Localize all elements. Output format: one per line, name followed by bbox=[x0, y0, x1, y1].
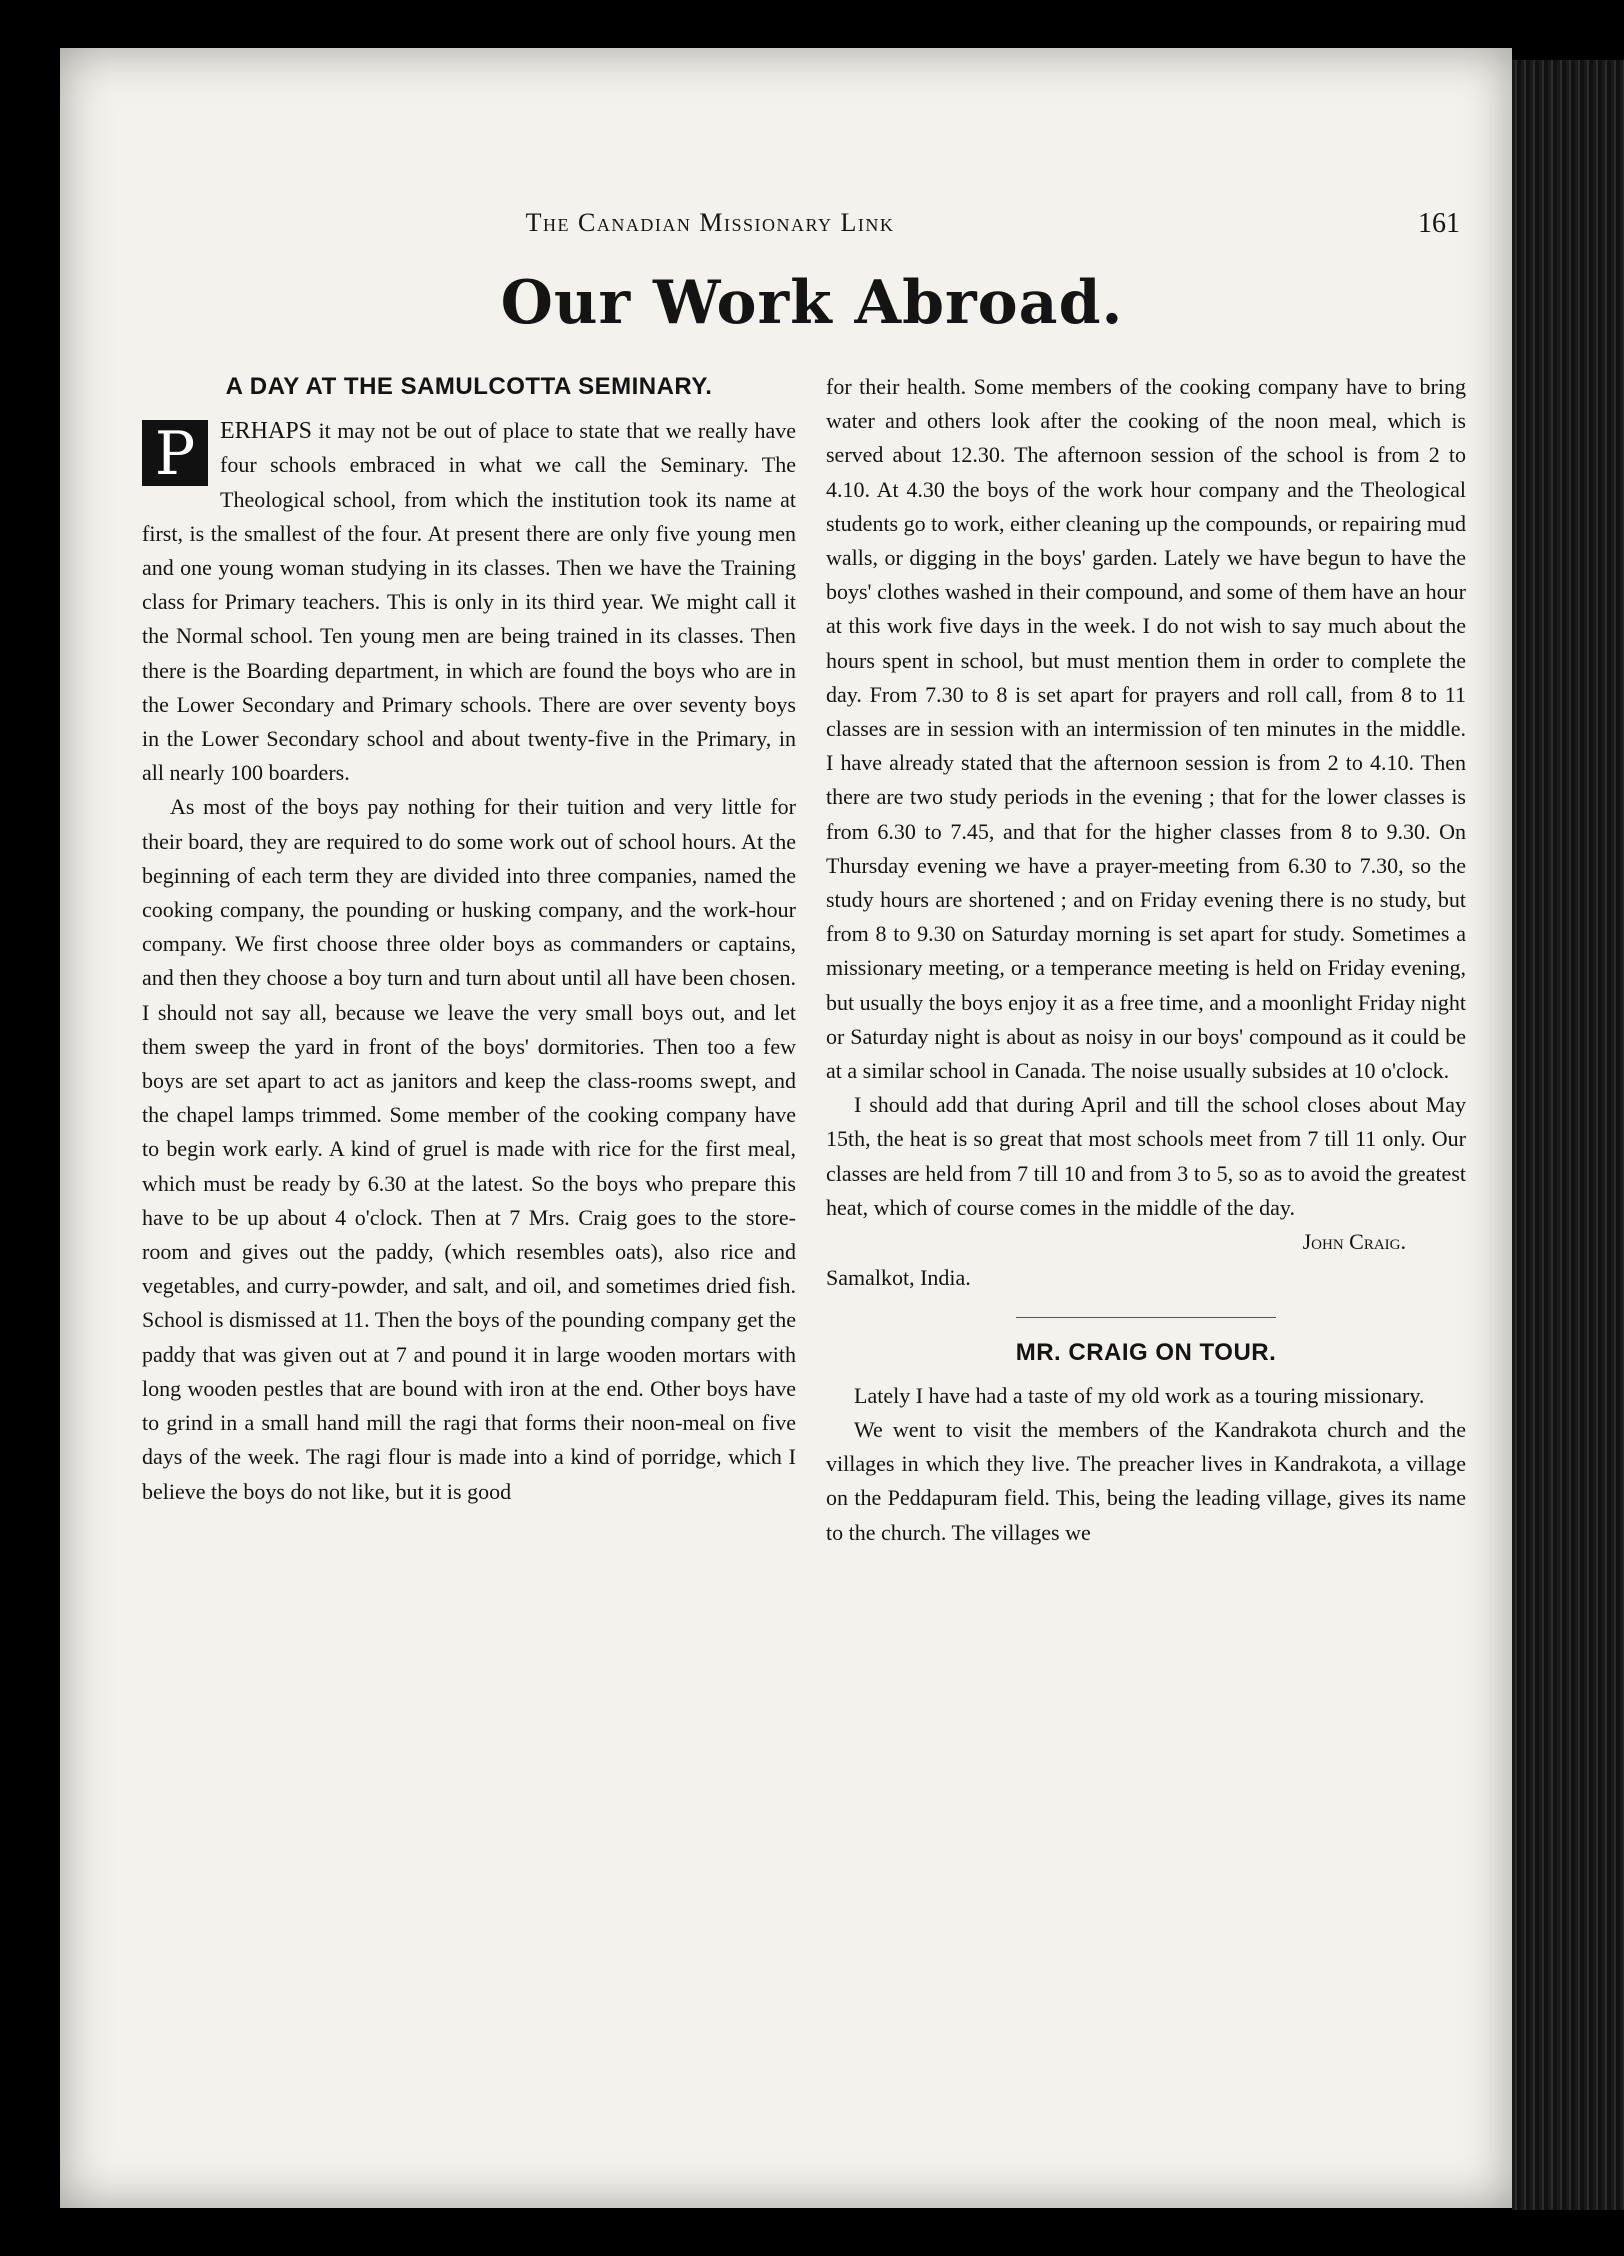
dateline-place: Samalkot, India. bbox=[826, 1265, 971, 1291]
page-number: 161 bbox=[1418, 208, 1460, 239]
article-title: MR. CRAIG ON TOUR. bbox=[1015, 1339, 1277, 1367]
running-title: The Canadian Missionary Link bbox=[525, 208, 895, 237]
left-column bbox=[142, 370, 796, 1509]
article-paragraph: I should add that during April and till the school closes about May 15th, the heat is so great that most schools meet from 7 till 11 only. Our classes are held from 7 till 10 and from 3 to 5, so as to avoid the greatest heat, which of course comes in the middle of the day. bbox=[826, 1092, 1466, 1220]
paragraph-text: it may not be out of place to state that we really have four schools embraced in what we call the Seminary. The Theological school, from which the institution took its name at first, is the smallest of the four. At present there are only five young men and one young woman studying in its classes. Then we have the Training class for Primary teachers. This is only in its third year. We might call it the Normal school. Ten young men are being trained in its classes. Then there is the Boarding department, in which are found the boys who are in the Lower Secondary and Primary schools. There are over seventy boys in the Lower Secondary school and about twenty-five in the Primary, in all nearly 100 boarders. bbox=[142, 418, 796, 786]
section-title: Our Work Abroad. bbox=[500, 268, 1124, 338]
article-title: A DAY AT THE SAMULCOTTA SEMINARY. bbox=[225, 373, 713, 400]
article-paragraph: As most of the boys pay nothing for their tuition and very little for their board, they are required to do some work out of school hours. At the beginning of each term they are divided into three companies, named the cooking company, the pounding or husking company, and the work-hour company. We first choose three older boys as commanders or captains, and then they choose a boy turn and turn about until all have been chosen. I should not say all, because we leave the very small boys out, and let them sweep the yard in front of the boys' dormitories. Then too a few boys are set apart to act as janitors and keep the class-rooms swept, and the chapel lamps trimmed. Some member of the cooking company have to begin work early. A kind of gruel is made with rice for the first meal, which must be ready by 6.30 at the latest. So the boys who prepare this have to be up about 4 o'clock. Then at 7 Mrs. Craig goes to the store-room and gives out the paddy, (which resembles oats), also rice and vegetables, and curry-powder, and salt, and oil, and sometimes dried fish. School is dismissed at 11. Then the boys of the pounding company get the paddy that was given out at 7 and pound it in large wooden mortars with long wooden pestles that are bound with iron at the end. Other boys have to grind in a small hand mill the ragi that forms their noon-meal on five days of the week. The ragi flour is made into a kind of porridge, which I believe the boys do not like, but it is good bbox=[142, 794, 796, 1504]
lead-word: ERHAPS bbox=[220, 418, 313, 445]
article-paragraph: We went to visit the members of the Kandrakota church and the villages in which they live. The preacher lives in Kandrakota, a village on the Peddapuram field. This, being the leading village, gives its name to the church. The villages we bbox=[826, 1416, 1466, 1545]
right-column bbox=[826, 370, 1466, 1550]
author-signature: John Craig. bbox=[1302, 1229, 1406, 1255]
drop-cap: P bbox=[142, 420, 208, 486]
book-spine bbox=[1512, 60, 1624, 2210]
page-header bbox=[320, 208, 1460, 248]
section-divider bbox=[1016, 1317, 1276, 1318]
article-paragraph: Lately I have had a taste of my old work as a touring missionary. bbox=[854, 1382, 1425, 1408]
article-paragraph-continued: for their health. Some members of the cooking company have to bring water and others look after the cooking of the noon meal, which is served about 12.30. The afternoon session of the school is from 2 to 4.10. At 4.30 the boys of the work hour company and the Theological students go to work, either cleaning up the compounds, or repairing mud walls, or digging in the boys' garden. Lately we have begun to have the boys' clothes washed in their compound, and some of them have an hour at this work five days in the week. I do not wish to say much about the hours spent in school, but must mention them in order to complete the day. From 7.30 to 8 is set apart for prayers and roll call, from 8 to 11 classes are in session with an intermission of ten minutes in the middle. I have already stated that the afternoon session is from 2 to 4.10. Then there are two study periods in the evening ; that for the lower classes is from 6.30 to 7.45, and that for the higher classes from 8 to 9.30. On Thursday evening we have a prayer-meeting from 6.30 to 7.30, so the study hours are shortened ; and on Friday evening there is no study, but from 8 to 9.30 on Saturday morning is set apart for study. Sometimes a missionary meeting, or a temperance meeting is held on Friday evening, but usually the boys enjoy it as a free time, and a moonlight Friday night or Saturday night is about as noisy in our boys' compound as it could be at a similar school in Canada. The noise usually subsides at 10 o'clock. bbox=[826, 374, 1466, 1084]
article-paragraph bbox=[142, 414, 796, 790]
